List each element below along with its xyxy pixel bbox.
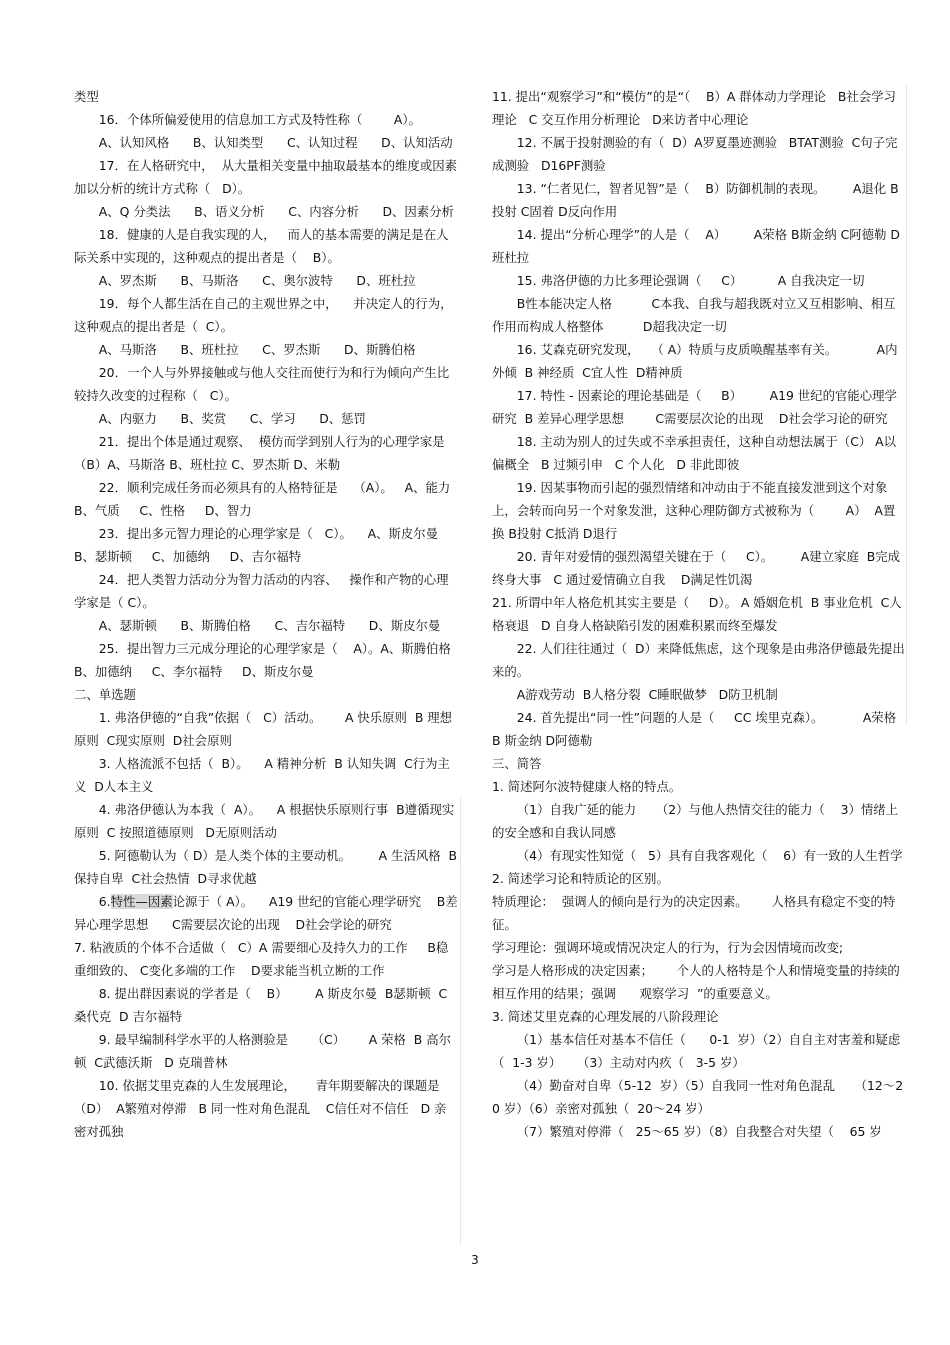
left-paragraph: 16．个体所偏爱使用的信息加工方式及特性称（ A）。: [98, 112, 421, 127]
left-paragraph: 1. 弗洛伊德的“自我”依据（ C）活动。 A 快乐原则 B 理想原则 C现实原则 D社会原则: [74, 710, 453, 748]
right-paragraph: 19. 因某事物而引起的强烈情绪和冲动由于不能直接发泄到这个对象上，会转而向另一个对象发泄，这种心理防御方式被称为（ A） A置换 B投射 C抵消 D退行: [492, 480, 896, 541]
right-paragraph: 学习是人格形成的决定因素； 个人的人格特是个人和情境变量的持续的相互作用的结果；强调 观察学习 ”的重要意义。: [492, 963, 900, 1001]
left-column: [74, 85, 470, 1143]
left-paragraph: 23．提出多元智力理论的心理学家是（ C）。 A、斯皮尔曼 B、瑟斯顿 C、加德纳 D、吉尔福特: [74, 526, 458, 564]
right-paragraph: 18. 主动为别人的过失或不幸承担责任，这种自动想法属于（C） A以偏概全 B 过频引申 C 个人化 D 非此即彼: [492, 434, 897, 472]
right-paragraph: 16. 艾森克研究发现， （ A）特质与皮质唤醒基率有关。 A内外倾 B 神经质 C宜人性 D精神质: [492, 342, 898, 380]
right-paragraph: 2. 简述学习论和特质论的区别。: [492, 871, 669, 886]
left-paragraph: [74, 890, 458, 936]
right-paragraph: （4）有现实性知觉（ 5）具有自我客观化（ 6）有一致的人生哲学: [516, 848, 903, 863]
right-paragraph: 11. 提出“观察学习”和“模仿”的是“（ B）A 群体动力学理论 B社会学习理论 C 交互作用分析理论 D来访者中心理论: [492, 89, 896, 127]
left-paragraph: 9. 最早编制科学水平的人格测验是 （C） A 荣格 B 高尔顿 C武德沃斯 D 克瑞普林: [74, 1032, 452, 1070]
right-paragraph: 20. 青年对爱情的强烈渴望关键在于（ C）。 A建立家庭 B完成终身大事 C 通过爱情确立自我 D满足性饥渴: [492, 549, 900, 587]
right-paragraph: 三、简答: [492, 756, 542, 771]
left-paragraph: A、内驱力 B、奖赏 C、学习 D、惩罚: [98, 411, 366, 426]
left-paragraph: 22．顺利完成任务而必须具有的人格特征是 （A）。 A、能力 B、气质 C、性格 D、智力: [74, 480, 470, 518]
left-paragraph: A、认知风格 B、认知类型 C、认知过程 D、认知活动: [98, 135, 453, 150]
right-paragraph: 22. 人们往往通过（ D）来降低焦虑，这个现象是由弗洛伊德最先提出来的。: [492, 641, 905, 679]
column-divider: [460, 796, 461, 1246]
left-paragraph: 25．提出智力三元成分理论的心理学家是（ A）。A、斯腾伯格 B、加德纳 C、李尔福特 D、斯皮尔曼: [74, 641, 455, 679]
left-paragraph: 21．提出个体是通过观察、 模仿而学到别人行为的心理学家是（B）A、马斯洛 B、班杜拉 C、罗杰斯 D、米勒: [74, 434, 445, 472]
right-paragraph: 24. 首先提出“同一性”问题的人是（ CC 埃里克森）。 A荣格 B 斯金纳 D阿德勒: [492, 710, 901, 748]
right-paragraph: A游戏劳动 B人格分裂 C睡眠做梦 D防卫机制: [516, 687, 778, 702]
right-paragraph: （7）繁殖对停滞（ 25～65 岁）（8）自我整合对失望（ 65 岁: [516, 1124, 882, 1139]
left-paragraph: 二、单选题: [74, 687, 136, 702]
right-column: [492, 85, 906, 1143]
left-paragraph: A、瑟斯顿 B、斯腾伯格 C、吉尔福特 D、斯皮尔曼: [98, 618, 441, 633]
left-paragraph: 19．每个人都生活在自己的主观世界之中， 并决定人的行为，这种观点的提出者是（ C）。: [74, 296, 453, 334]
right-paragraph: （1）基本信任对基本不信任（ 0-1 岁）（2）自自主对害羞和疑虑（ 1-3 岁） （3）主动对内疚（ 3-5 岁）: [492, 1032, 901, 1070]
left-paragraph: 3. 人格流派不包括（ B）。 A 精神分析 B 认知失调 C行为主义 D人本主义: [74, 756, 450, 794]
left-paragraph: 8. 提出群因素说的学者是（ B） A 斯皮尔曼 B瑟斯顿 C桑代克 D 吉尔福特: [74, 986, 448, 1024]
left-paragraph: A、罗杰斯 B、马斯洛 C、奥尔波特 D、班杜拉: [98, 273, 416, 288]
highlighted-text: 特性—因素: [110, 894, 173, 909]
right-paragraph: 14. 提出“分析心理学”的人是（ A） A荣格 B斯金纳 C阿德勒 D班杜拉: [492, 227, 900, 265]
left-paragraph: 18．健康的人是自我实现的人， 而人的基本需要的满足是在人际关系中实现的，这种观点的提出者是（ B）。: [74, 227, 449, 265]
left-paragraph: 24．把人类智力活动分为智力活动的内容、 操作和产物的心理学家是（ C）。: [74, 572, 449, 610]
right-paragraph: （1）自我广延的能力 （2）与他人热情交往的能力（ 3）情绪上的安全感和自我认同感: [492, 802, 899, 840]
page-number: 3: [471, 1253, 479, 1267]
right-paragraph: 12. 不属于投射测验的有（ D）A罗夏墨迹测验 BTAT测验 C句子完成测验 D16PF测验: [492, 135, 898, 173]
right-paragraph: 3. 简述艾里克森的心理发展的八阶段理论: [492, 1009, 719, 1024]
question-options: A19 世纪的官能心理学研究 B差异心理学思想 C需要层次论的出现 D社会学论的研究: [74, 894, 458, 932]
right-paragraph: 21. 所谓中年人格危机其实主要是（ D）。 A 婚姻危机 B 事业危机 C人格衰退 D 自身人格缺陷引发的困难积累而终至爆发: [492, 595, 902, 633]
left-paragraph: 7. 粘液质的个体不合适做（ C）A 需要细心及持久力的工作 B稳重细致的、 C变化多端的工作 D要求能当机立断的工作: [74, 940, 449, 978]
left-paragraph: 类型: [74, 89, 99, 104]
left-paragraph: A、Q 分类法 B、语义分析 C、内容分析 D、因素分析: [98, 204, 454, 219]
right-paragraph: 1. 简述阿尔波特健康人格的特点。: [492, 779, 682, 794]
right-paragraph: （4）勤奋对自卑（5-12 岁）（5）自我同一性对角色混乱 （12～20 岁）（6）亲密对孤独（ 20～24 岁）: [492, 1078, 904, 1116]
left-paragraph: 4. 弗洛伊德认为本我（ A）。 A 根据快乐原则行事 B遵循现实原则 C 按照道德原则 D无原则活动: [74, 802, 455, 840]
right-paragraph: 学习理论：强调环境或情况决定人的行为，行为会因情境而改变;: [492, 940, 844, 955]
left-paragraph: A、马斯洛 B、班杜拉 C、罗杰斯 D、斯腾伯格: [98, 342, 416, 357]
question-number: 6.: [98, 894, 111, 909]
question-text: 论源于（ A）。: [172, 894, 269, 909]
right-paragraph: 13. “仁者见仁，智者见智”是（ B）防御机制的表现。 A退化 B投射 C固着 D反向作用: [492, 181, 899, 219]
right-paragraph: B性本能决定人格 C本我、自我与超我既对立又互相影响、相互作用而构成人格整体 D超我决定一切: [492, 296, 896, 334]
left-paragraph: 20．一个人与外界接触或与他人交往而使行为和行为倾向产生比较持久改变的过程称（ C）。: [74, 365, 450, 403]
left-paragraph: 5. 阿德勒认为（ D）是人类个体的主要动机。 A 生活风格 B保持自卑 C社会热情 D寻求优越: [74, 848, 457, 886]
right-margin-line: [906, 85, 907, 725]
right-paragraph: 特质理论： 强调人的倾向是行为的决定因素。 人格具有稳定不变的特征。: [492, 894, 896, 932]
right-paragraph: 17. 特性 - 因素论的理论基础是（ B） A19 世纪的官能心理学研究 B 差异心理学思想 C需要层次论的出现 D社会学习论的研究: [492, 388, 897, 426]
left-paragraph: 10. 依据艾里克森的人生发展理论， 青年期要解决的课题是 （D） A繁殖对停滞 B 同一性对角色混乱 C信任对不信任 D 亲密对孤独: [74, 1078, 448, 1139]
left-paragraph: 17．在人格研究中， 从大量相关变量中抽取最基本的维度或因素加以分析的统计方式称（ D）。: [74, 158, 457, 196]
right-paragraph: 15. 弗洛伊德的力比多理论强调（ C） A 自我决定一切: [516, 273, 865, 288]
